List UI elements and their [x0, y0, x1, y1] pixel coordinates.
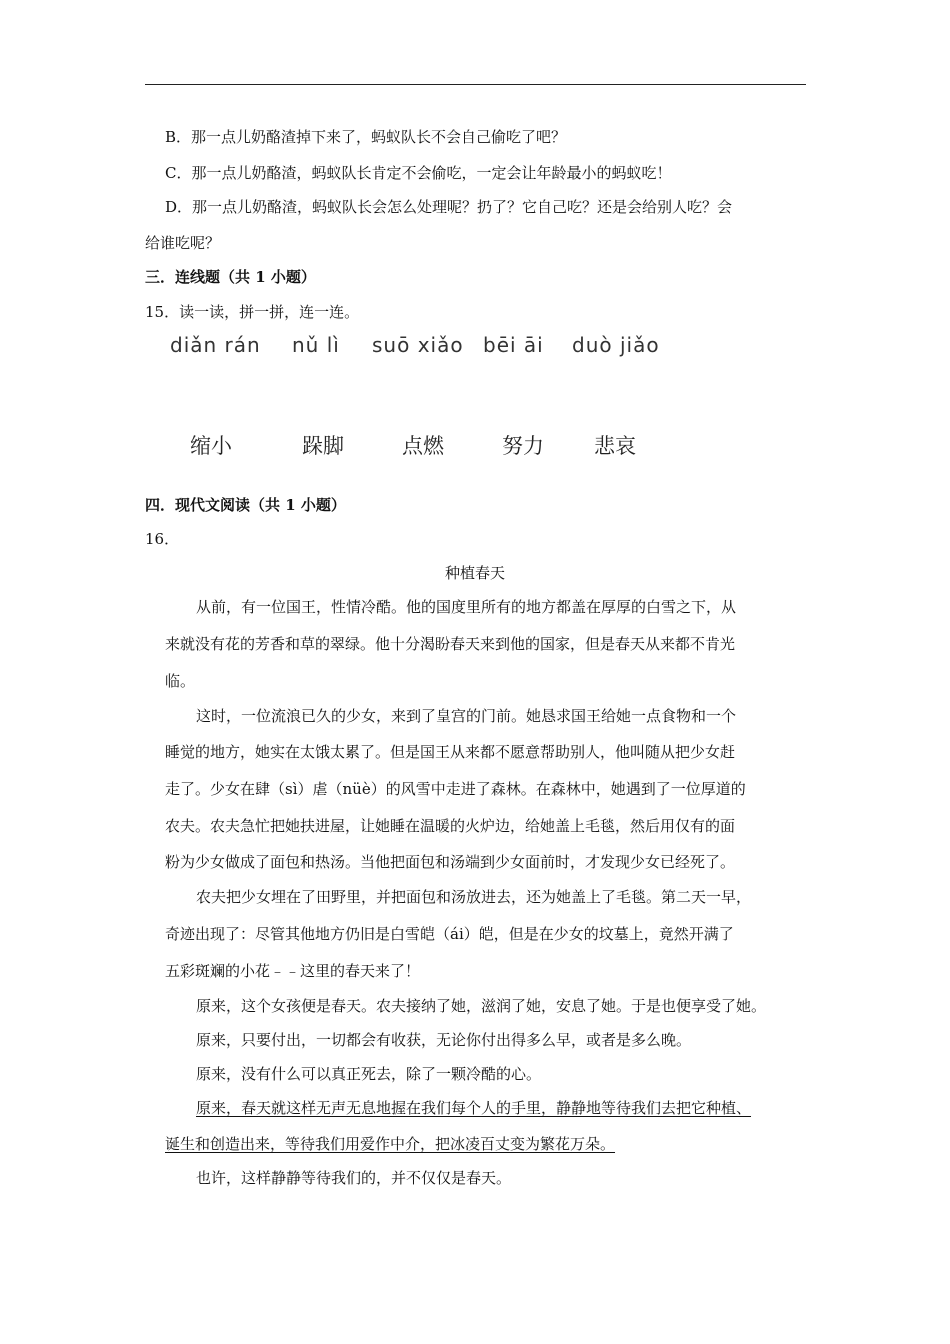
section4-heading: 四．现代文阅读（共 1 小题）: [145, 496, 346, 514]
passage-line: 这时，一位流浪已久的少女，来到了皇宫的门前。她恳求国王给她一点食物和一个: [196, 707, 737, 725]
passage-underlined-line: 诞生和创造出来，等待我们用爱作中介，把冰凌百丈变为繁花万朵。: [165, 1135, 616, 1153]
header-rule: [145, 84, 806, 85]
passage-line: 也许，这样静静等待我们的，并不仅仅是春天。: [196, 1169, 512, 1187]
question-15: 15．读一读，拼一拼，连一连。: [145, 303, 360, 321]
option-d: D．那一点儿奶酪渣，蚂蚁队长会怎么处理呢？扔了？它自己吃？还是会给别人吃？会: [165, 198, 733, 216]
word-item: 跺脚: [302, 434, 344, 458]
option-c: C．那一点儿奶酪渣，蚂蚁队长肯定不会偷吃，一定会让年龄最小的蚂蚁吃！: [165, 164, 672, 182]
passage-line: 五彩斑斓的小花﹣﹣这里的春天来了！: [165, 962, 421, 980]
word-item: 缩小: [190, 434, 232, 458]
pinyin-item: diǎn rán: [170, 333, 261, 357]
passage-line: 来就没有花的芳香和草的翠绿。他十分渴盼春天来到他的国家，但是春天从来都不肯光: [165, 635, 736, 653]
pinyin-item: duò jiǎo: [572, 333, 660, 357]
passage-line: 临。: [165, 672, 196, 690]
word-item: 点燃: [402, 434, 444, 458]
option-b: B．那一点儿奶酪渣掉下来了，蚂蚁队长不会自己偷吃了吧？: [165, 128, 567, 146]
passage-line: 从前，有一位国王，性情冷酷。他的国度里所有的地方都盖在厚厚的白雪之下，从: [196, 598, 737, 616]
question-16: 16．: [145, 530, 180, 548]
passage-line: 原来，没有什么可以真正死去，除了一颗冷酷的心。: [196, 1065, 542, 1083]
section3-heading: 三．连线题（共 1 小题）: [145, 268, 316, 286]
passage-line: 原来，只要付出，一切都会有收获，无论你付出得多么早，或者是多么晚。: [196, 1031, 692, 1049]
word-item: 悲哀: [594, 434, 636, 458]
passage-title: 种植春天: [444, 564, 505, 582]
passage-line: 奇迹出现了：尽管其他地方仍旧是白雪皑（ái）皑，但是在少女的坟墓上，竟然开满了: [165, 925, 734, 943]
passage-line: 走了。少女在肆（sì）虐（nüè）的风雪中走进了森林。在森林中，她遇到了一位厚道的: [165, 780, 746, 798]
pinyin-item: suō xiǎo: [372, 333, 464, 357]
passage-line: 原来，这个女孩便是春天。农夫接纳了她，滋润了她，安息了她。于是也便享受了她。: [196, 997, 767, 1015]
passage-line: 睡觉的地方，她实在太饿太累了。但是国王从来都不愿意帮助别人，他叫随从把少女赶: [165, 743, 736, 761]
passage-line: 农夫把少女埋在了田野里，并把面包和汤放进去，还为她盖上了毛毯。第二天一早，: [196, 888, 752, 906]
word-item: 努力: [502, 434, 544, 458]
passage-line: 农夫。农夫急忙把她扶进屋，让她睡在温暖的火炉边，给她盖上毛毯，然后用仅有的面: [165, 817, 736, 835]
option-d-continued: 给谁吃呢？: [145, 234, 221, 252]
pinyin-item: bēi āi: [483, 333, 544, 357]
passage-line: 粉为少女做成了面包和热汤。当他把面包和汤端到少女面前时，才发现少女已经死了。: [165, 853, 736, 871]
passage-underlined-line: 原来，春天就这样无声无息地握在我们每个人的手里，静静地等待我们去把它种植、: [196, 1099, 752, 1117]
pinyin-item: nǔ lì: [292, 333, 340, 357]
